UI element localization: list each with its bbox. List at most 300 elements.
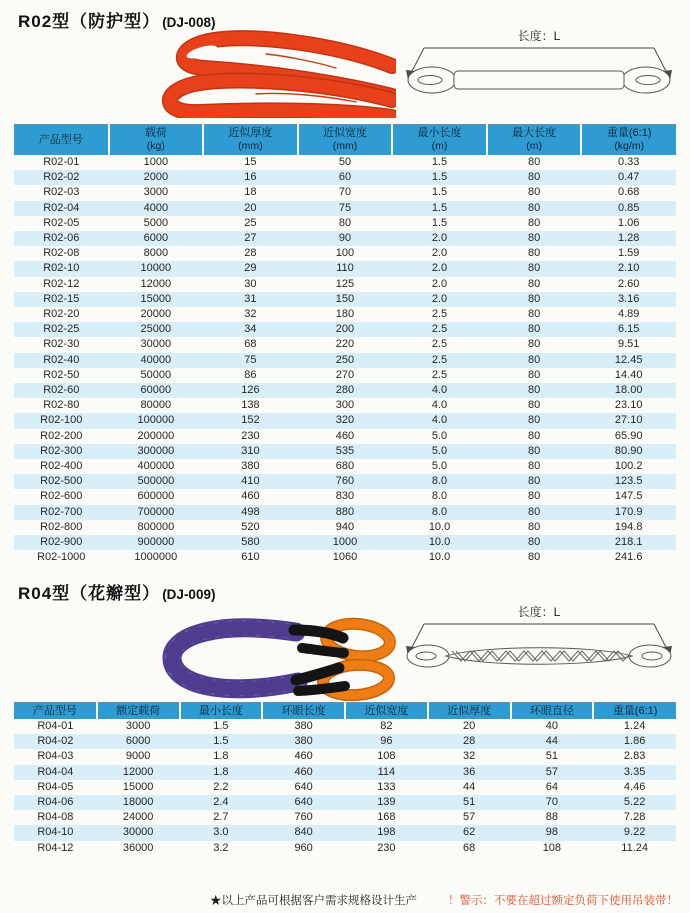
r04-table-body [14,719,676,856]
table-cell: 11.24 [621,841,648,854]
table-cell: 460 [241,490,260,503]
table-cell: 80 [527,308,541,321]
column-header: 最小长度 [180,703,263,720]
table-cell: R02-12 [43,277,80,290]
table-cell: 300 [335,399,355,412]
table-cell: R02-80 [43,399,80,412]
table-cell: 80 [527,520,541,533]
table-cell: 1000 [332,536,358,549]
table-cell: 830 [335,490,355,503]
table-cell: 4.0 [431,399,448,412]
table-cell: 0.68 [617,186,640,199]
table-cell: 36000 [122,841,154,854]
table-cell: 80 [527,490,541,503]
table-cell: 25000 [140,323,172,336]
table-cell: 80 [527,429,541,442]
table-cell: 198 [377,826,396,839]
table-cell: 25 [244,216,257,229]
table-row [14,841,676,856]
table-cell: R02-25 [43,323,80,336]
table-cell: 10.0 [428,536,451,549]
overload-warning: ！警示：不要在超过额定负荷下使用吊装带！ [448,895,678,907]
table-cell: 80 [527,247,541,260]
table-cell: 18000 [122,796,154,809]
table-cell: 380 [294,735,313,748]
table-cell: 3.35 [623,765,646,778]
r02-table-header [14,125,676,156]
table-cell: 68 [244,338,257,351]
table-cell: 600000 [137,490,175,503]
table-cell: 18 [244,186,257,199]
table-row [14,734,676,749]
table-cell: 28 [463,735,476,748]
table-cell: 2.7 [213,811,229,824]
column-header: 近似宽度 [345,703,428,720]
table-cell: R02-600 [40,490,83,503]
table-cell: 10.0 [428,520,451,533]
table-cell: R02-1000 [37,551,86,564]
table-cell: 1000000 [134,551,178,564]
table-cell: 700000 [137,505,175,518]
table-cell: 498 [241,505,260,518]
table-cell: 3000 [125,720,151,732]
table-row [14,170,676,185]
table-cell: 5000 [143,216,169,229]
table-cell: 8.0 [431,490,448,503]
column-header: 重量(6:1) [593,703,676,720]
table-row [14,780,676,795]
table-cell: 75 [244,353,257,366]
table-cell: 44 [545,735,558,748]
table-cell: 152 [241,414,260,427]
r02-spec-table [14,124,676,565]
table-cell: 150 [335,292,355,305]
table-cell: 15 [244,156,257,168]
table-cell: 2.0 [431,292,448,305]
table-cell: 30000 [140,338,172,351]
r04-spec-table [14,702,676,856]
table-cell: 2.5 [431,323,448,336]
table-cell: 230 [241,429,260,442]
section2-title [18,579,215,604]
column-header: 最小长度 (m) [392,125,487,156]
table-cell: 270 [335,368,355,381]
table-cell: 2.10 [617,262,640,275]
table-row [14,231,676,246]
table-cell: 760 [335,475,355,488]
table-cell: 8.0 [431,475,448,488]
table-cell: 86 [244,368,257,381]
table-cell: 16 [244,171,257,184]
table-cell: 400000 [137,460,175,473]
table-cell: 90 [338,232,352,245]
table-cell: 80 [527,444,541,457]
table-cell: 1.24 [623,720,646,732]
table-cell: 1.5 [431,201,448,214]
table-cell: 57 [545,765,558,778]
table-cell: 2.0 [431,262,448,275]
table-cell: 51 [545,750,558,763]
table-cell: 940 [335,520,355,533]
table-cell: R02-50 [43,368,80,381]
table-cell: 2.0 [431,277,448,290]
r04-table-header [14,703,676,720]
table-cell: 800000 [137,520,175,533]
table-cell: 194.8 [614,520,643,533]
table-cell: 640 [294,796,313,809]
table-cell: 62 [463,826,476,839]
column-header: 环眼直径 [511,703,594,720]
table-cell: 80 [527,323,541,336]
table-cell: 23.10 [614,399,643,412]
table-row [14,535,676,550]
table-cell: 960 [294,841,313,854]
table-cell: 34 [244,323,257,336]
table-cell: 70 [545,796,558,809]
table-cell: 0.85 [617,201,640,214]
table-cell: 1.5 [213,735,229,748]
table-cell: 520 [241,520,260,533]
table-cell: 80 [527,232,541,245]
table-cell: 320 [335,414,355,427]
table-row [14,520,676,535]
table-cell: 680 [335,460,355,473]
table-cell: 27 [244,232,257,245]
table-cell: 900000 [137,536,175,549]
table-row [14,505,676,520]
table-cell: 96 [380,735,393,748]
table-cell: 250 [335,353,355,366]
table-cell: 80 [527,460,541,473]
column-header: 环眼长度 [262,703,345,720]
table-cell: 1.5 [213,720,229,732]
table-cell: 12.45 [614,353,643,366]
table-cell: 80 [527,277,541,290]
table-cell: 80 [527,414,541,427]
table-cell: 80.90 [614,444,643,457]
table-cell: 760 [294,811,313,824]
table-row [14,261,676,276]
table-cell: 80 [527,368,541,381]
table-cell: 460 [294,750,313,763]
table-cell: 32 [463,750,476,763]
column-header: 载荷 (kg) [109,125,204,156]
table-cell: 80 [527,384,541,397]
table-cell: 0.33 [617,156,640,168]
table-cell: 123.5 [614,475,643,488]
column-header: 额定载荷 [97,703,180,720]
table-cell: 280 [335,384,355,397]
table-cell: 24000 [122,811,154,824]
table-cell: 1.5 [431,216,448,229]
table-cell: 80 [527,216,541,229]
table-cell: 6.15 [617,323,640,336]
table-cell: 4000 [143,201,169,214]
column-header: 近似厚度 [428,703,511,720]
table-cell: 2.60 [617,277,640,290]
table-row [14,474,676,489]
table-cell: 10.0 [428,551,451,564]
table-cell: 80 [527,201,541,214]
table-cell: 44 [463,780,476,793]
table-cell: R02-03 [43,186,80,199]
table-cell: 80 [527,292,541,305]
table-cell: 40000 [140,353,172,366]
table-cell: 50000 [140,368,172,381]
table-cell: 88 [545,811,558,824]
table-cell: 8.0 [431,505,448,518]
table-cell: 64 [545,780,558,793]
table-row [14,307,676,322]
column-header: 重量(6:1) (kg/m) [581,125,676,156]
table-cell: 2.5 [431,308,448,321]
table-cell: 580 [241,536,260,549]
table-row [14,322,676,337]
table-cell: R04-02 [37,735,74,748]
table-cell: 4.0 [431,384,448,397]
table-cell: 410 [241,475,260,488]
table-cell: 3000 [143,186,169,199]
table-cell: 60000 [140,384,172,397]
table-cell: 460 [294,765,313,778]
section1-model-code: (DJ-008) [162,15,216,30]
table-cell: 27.10 [614,414,643,427]
table-cell: 218.1 [614,536,643,549]
table-cell: 230 [377,841,396,854]
table-cell: 108 [542,841,562,854]
table-cell: R02-06 [43,232,80,245]
table-row [14,459,676,474]
table-cell: 80 [527,338,541,351]
table-cell: 1.5 [431,156,448,168]
table-cell: R02-300 [40,444,83,457]
table-cell: 14.40 [614,368,643,381]
table-cell: 1.8 [213,765,229,778]
table-cell: 80 [527,475,541,488]
table-cell: R04-04 [37,765,74,778]
table-cell: R02-15 [43,292,80,305]
table-cell: R02-30 [43,338,80,351]
table-cell: 60 [338,171,352,184]
table-cell: R04-12 [37,841,74,854]
table-cell: R04-10 [37,826,74,839]
table-cell: R04-06 [37,796,74,809]
table-row [14,398,676,413]
table-cell: 180 [335,308,355,321]
table-cell: 2.2 [213,780,229,793]
table-cell: 220 [335,338,355,351]
column-header: 产品型号 [14,125,109,156]
table-cell: 535 [335,444,355,457]
table-cell: R02-05 [43,216,80,229]
table-cell: 9000 [125,750,151,763]
r02-table-body [14,155,676,565]
table-cell: 125 [335,277,355,290]
table-row [14,810,676,825]
table-row [14,444,676,459]
table-cell: 133 [377,780,396,793]
table-row [14,201,676,216]
red-sling-photo [146,26,396,118]
table-row [14,353,676,368]
table-cell: 9.22 [623,826,646,839]
table-cell: 3.16 [617,292,640,305]
table-cell: 50 [338,156,352,168]
table-cell: 100 [335,247,355,260]
table-cell: 380 [294,720,313,732]
section2-title-text: R04型（花辮型） [18,584,161,603]
table-cell: 1.59 [617,247,640,260]
section1-title-text: R02型（防护型） [18,12,161,31]
table-cell: 110 [336,262,354,275]
table-cell: R02-04 [43,201,80,214]
table-cell: 80 [527,262,541,275]
table-row [14,337,676,352]
table-cell: 20 [244,201,257,214]
table-cell: 168 [377,811,396,824]
table-row [14,550,676,565]
length-label: 长度：L [517,605,561,619]
sling-dimension-diagram [392,24,686,118]
table-cell: 80 [527,505,541,518]
table-cell: 241.6 [614,551,643,564]
table-cell: 80000 [140,399,172,412]
table-cell: 1000 [143,156,169,168]
table-cell: 460 [335,429,355,442]
table-cell: R02-40 [43,353,80,366]
table-cell: 200000 [137,429,175,442]
table-cell: 840 [294,826,313,839]
table-cell: 75 [338,201,352,214]
braided-sling-photo [146,606,398,704]
table-cell: R02-100 [40,414,83,427]
table-cell: 80 [527,186,541,199]
table-cell: 6000 [125,735,151,748]
table-cell: R04-01 [37,720,74,732]
table-row [14,413,676,428]
table-cell: R02-800 [40,520,83,533]
table-cell: 9.51 [617,338,640,351]
table-row [14,155,676,170]
table-cell: R04-05 [37,780,74,793]
table-cell: 500000 [137,475,175,488]
table-cell: 12000 [122,765,154,778]
table-cell: R04-08 [37,811,74,824]
table-cell: 2.5 [431,353,448,366]
table-cell: 57 [463,811,476,824]
section2-model-code: (DJ-009) [162,587,216,602]
table-cell: 5.0 [431,429,448,442]
table-cell: 610 [241,551,260,564]
column-header: 近似厚度 (mm) [203,125,298,156]
table-cell: 2.0 [431,232,448,245]
table-cell: 108 [377,750,396,763]
production-note: ★以上产品可根据客户需求规格设计生产 [210,895,417,907]
table-cell: 4.46 [623,780,646,793]
table-cell: R02-700 [40,505,83,518]
table-cell: 80 [527,536,541,549]
table-cell: 310 [241,444,260,457]
table-cell: R02-900 [40,536,83,549]
table-cell: 1.06 [617,216,640,229]
table-cell: 30 [244,277,257,290]
table-row [14,825,676,840]
table-row [14,719,676,734]
table-cell: 5.22 [623,796,646,809]
table-cell: 2.0 [431,247,448,260]
table-cell: 126 [241,384,260,397]
table-cell: 200 [335,323,355,336]
table-cell: 31 [244,292,257,305]
table-cell: 5.0 [431,460,448,473]
table-cell: 15000 [140,292,172,305]
table-row [14,216,676,231]
column-header: 最大长度 (m) [487,125,582,156]
table-cell: 4.0 [431,414,448,427]
table-cell: 1.8 [213,750,229,763]
table-cell: 82 [380,720,393,732]
table-cell: 80 [527,399,541,412]
table-cell: 2.83 [623,750,646,763]
table-cell: 36 [463,765,476,778]
table-cell: 170.9 [614,505,643,518]
table-cell: 8000 [143,247,169,260]
table-cell: 80 [527,156,541,168]
table-cell: 15000 [122,780,154,793]
table-cell: 2.5 [431,368,448,381]
table-row [14,277,676,292]
table-cell: 80 [527,353,541,366]
table-row [14,292,676,307]
table-cell: 5.0 [431,444,448,457]
table-cell: 3.0 [213,826,229,839]
table-row [14,429,676,444]
table-cell: 1.86 [623,735,646,748]
table-row [14,185,676,200]
table-cell: R02-08 [43,247,80,260]
table-cell: 0.47 [617,171,640,184]
table-cell: 300000 [137,444,175,457]
table-cell: 1.5 [431,186,448,199]
table-cell: R02-200 [40,429,83,442]
table-cell: 40 [545,720,558,732]
length-label: 长度：L [517,29,561,43]
table-row [14,795,676,810]
table-cell: 12000 [140,277,172,290]
table-cell: 100000 [137,414,175,427]
column-header: 近似宽度 (mm) [298,125,393,156]
table-cell: 68 [463,841,476,854]
table-cell: 114 [377,765,396,778]
table-cell: 6000 [143,232,169,245]
table-cell: 10000 [140,262,172,275]
table-cell: 80 [527,171,541,184]
braided-sling-dimension-diagram [392,600,686,694]
table-cell: 70 [338,186,352,199]
table-cell: R04-03 [37,750,74,763]
table-cell: 2.5 [431,338,448,351]
table-cell: 65.90 [614,429,643,442]
table-cell: R02-02 [43,171,80,184]
table-cell: 640 [294,780,313,793]
table-cell: 880 [335,505,355,518]
table-cell: 2.4 [213,796,229,809]
table-cell: 138 [241,399,260,412]
table-cell: R02-10 [43,262,80,275]
table-row [14,749,676,764]
table-row [14,246,676,261]
table-cell: 1.28 [617,232,640,245]
